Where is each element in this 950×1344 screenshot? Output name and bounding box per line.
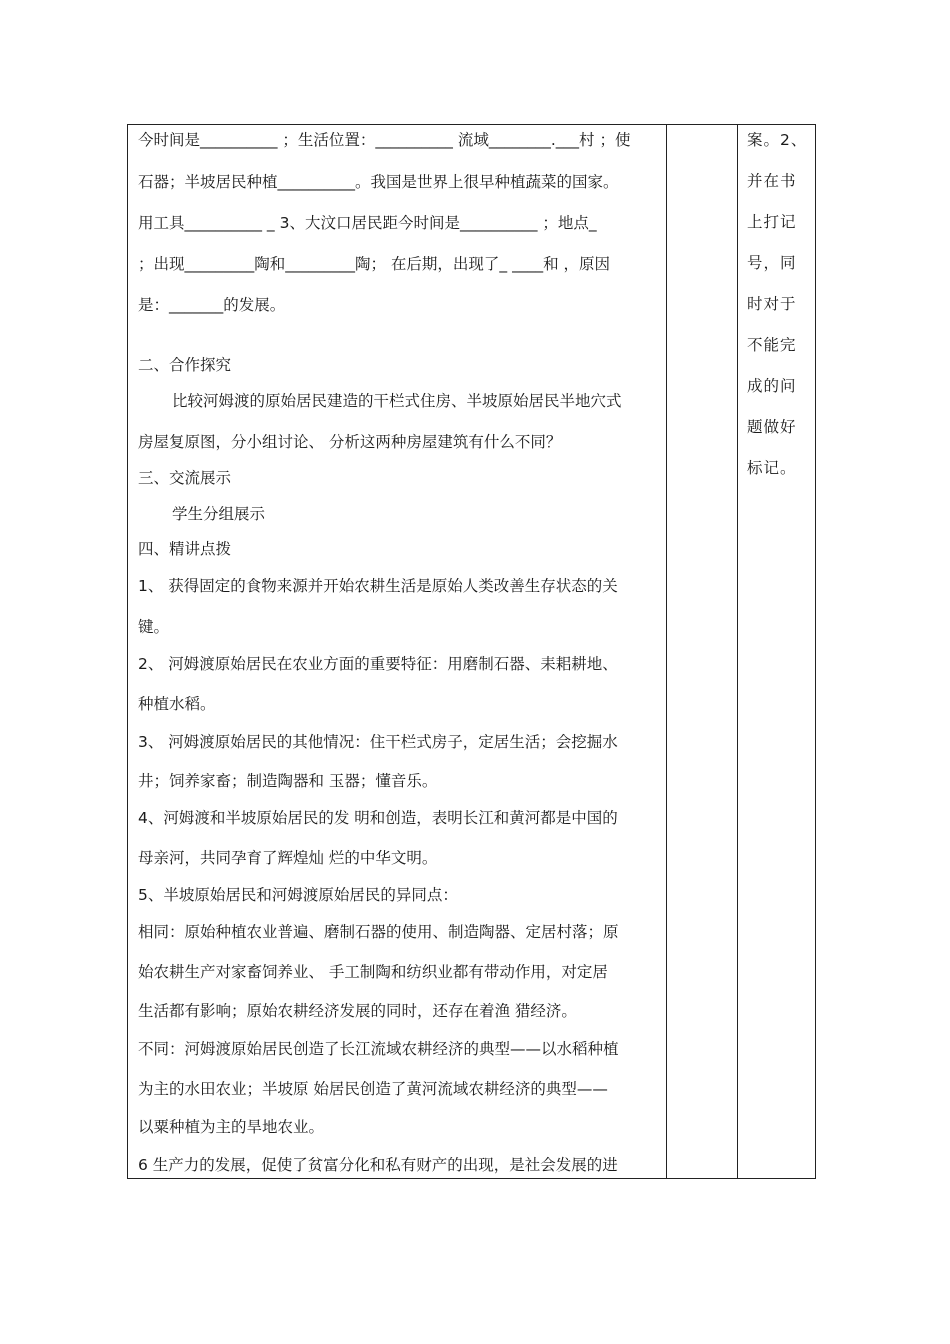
text-line: ；出现_________陶和_________陶； 在后期，出现了_ ____和 ，原因	[138, 255, 611, 273]
text-line: 学生分组展示	[172, 505, 266, 523]
text-line: 5、半坡原始居民和河姆渡原始居民的异同点：	[138, 886, 458, 904]
text-line: 今时间是__________ ；生活位置：__________ 流域________.___村 ；使	[138, 131, 631, 149]
text-line: 不同：河姆渡原始居民创造了长江流域农耕经济的典型——以水稻种植	[138, 1040, 619, 1058]
note-line: 案。2、	[747, 131, 808, 149]
text-line: 房屋复原图，分小组讨论、 分析这两种房屋建筑有什么不同？	[138, 433, 562, 451]
text-line: 种植水稻。	[138, 695, 216, 713]
note-line: 并在书	[747, 172, 797, 190]
text-line: 以粟种植为主的旱地农业。	[138, 1118, 325, 1136]
text-line: 相同：原始种植农业普遍、磨制石器的使用、制造陶器、定居村落；原	[138, 923, 619, 941]
text-line: 母亲河，共同孕育了辉煌灿 烂的中华文明。	[138, 849, 438, 867]
note-line: 成的问	[747, 377, 797, 395]
note-line: 号，同	[747, 254, 797, 272]
note-line: 时对于	[747, 295, 797, 313]
text-line: 石器；半坡居民种植__________。我国是世界上很早种植蔬菜的国家。	[138, 173, 619, 191]
text-line: 4、河姆渡和半坡原始居民的发 明和创造，表明长江和黄河都是中国的	[138, 809, 618, 827]
text-line: 6 生产力的发展，促使了贫富分化和私有财产的出现，是社会发展的进	[138, 1156, 618, 1174]
note-line: 题做好	[747, 418, 797, 436]
note-line: 标记。	[747, 459, 797, 477]
text-line: 1、 获得固定的食物来源并开始农耕生活是原始人类改善生存状态的关	[138, 577, 618, 595]
column-divider-left	[666, 125, 667, 1178]
text-line: 是：_______的发展。	[138, 296, 286, 314]
column-divider-right	[737, 125, 738, 1178]
text-line: 井；饲养家畜；制造陶器和 玉器；懂音乐。	[138, 772, 438, 790]
text-line: 生活都有影响；原始农耕经济发展的同时，还存在着渔 猎经济。	[138, 1002, 577, 1020]
note-line: 上打记	[747, 213, 797, 231]
text-line: 为主的水田农业；半坡原 始居民创造了黄河流域农耕经济的典型——	[138, 1080, 608, 1098]
text-line: 始农耕生产对家畜饲养业、 手工制陶和纺织业都有带动作用，对定居	[138, 963, 608, 981]
text-line: 键。	[138, 618, 170, 636]
lesson-table	[127, 124, 816, 1179]
note-line: 不能完	[747, 336, 797, 354]
section-heading: 三、交流展示	[138, 469, 232, 487]
text-line: 2、 河姆渡原始居民在农业方面的重要特征：用磨制石器、耒耜耕地、	[138, 655, 618, 673]
text-line: 比较河姆渡的原始居民建造的干栏式住房、半坡原始居民半地穴式	[172, 392, 622, 410]
text-line: 用工具__________ _ 3、大汶口居民距今时间是__________ ；地点_	[138, 214, 597, 232]
text-line: 3、 河姆渡原始居民的其他情况：住干栏式房子，定居生活；会挖掘水	[138, 733, 618, 751]
section-heading: 四、精讲点拨	[138, 540, 232, 558]
section-heading: 二、合作探究	[138, 356, 232, 374]
